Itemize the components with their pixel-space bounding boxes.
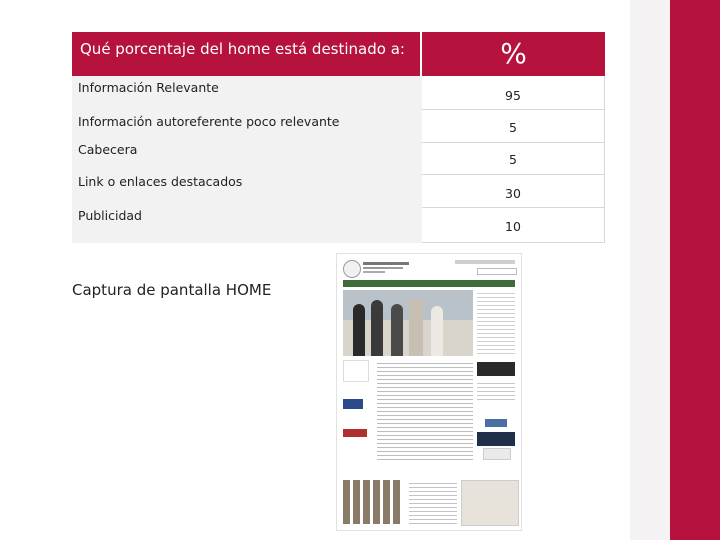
- thumbnail-row: [343, 480, 403, 524]
- row-label-informacion-autoreferente: Información autoreferente poco relevante: [78, 114, 340, 129]
- row-label-links: Link o enlaces destacados: [78, 174, 243, 189]
- search-box: [477, 268, 517, 275]
- caption: Captura de pantalla HOME: [72, 281, 272, 299]
- row-label-informacion-relevante: Información Relevante: [78, 80, 219, 95]
- site-title-line: [363, 262, 409, 265]
- hero-photo: [343, 290, 473, 356]
- row-value-publicidad: 10: [422, 208, 605, 243]
- nav-bar: [343, 280, 515, 287]
- partner-logo: [343, 429, 367, 437]
- partner-logo: [343, 399, 363, 409]
- labels-column: [72, 76, 422, 243]
- row-label-publicidad: Publicidad: [78, 208, 142, 223]
- side-decor-gray: [630, 0, 670, 540]
- home-screenshot-thumbnail: [336, 253, 522, 531]
- row-value-cabecera: 5: [422, 143, 605, 175]
- side-decor-red: [670, 0, 720, 540]
- building-photo: [461, 480, 519, 526]
- table-header-percent: %: [422, 32, 605, 76]
- row-value-informacion-autoreferente: 5: [422, 110, 605, 143]
- row-value-informacion-relevante: 95: [422, 76, 605, 110]
- row-value-links: 30: [422, 175, 605, 208]
- seal-logo-icon: [343, 260, 361, 278]
- table-header-question: Qué porcentaje del home está destinado a:: [72, 32, 420, 76]
- news-text-block: [377, 360, 473, 460]
- row-label-cabecera: Cabecera: [78, 142, 138, 157]
